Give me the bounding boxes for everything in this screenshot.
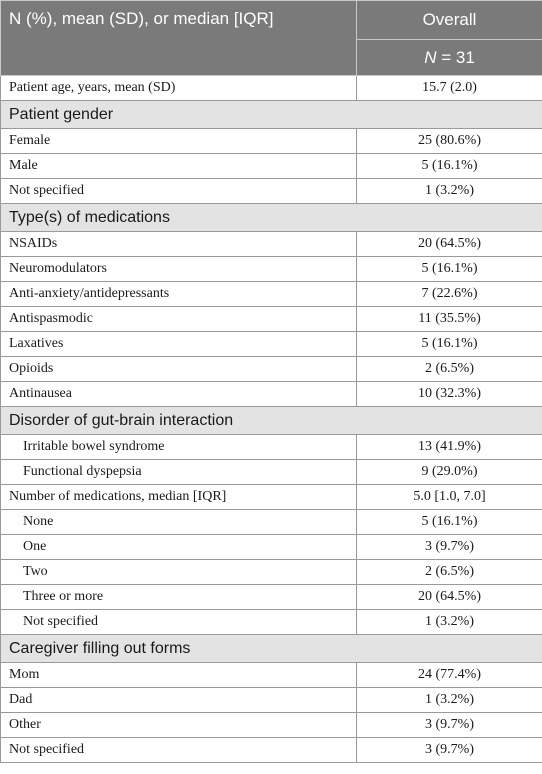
row-value: 13 (41.9%): [357, 435, 542, 460]
table-row: [1, 154, 542, 179]
table-row: [1, 257, 542, 282]
n-symbol: N: [424, 47, 437, 67]
table-row: [1, 510, 542, 535]
section-row: [1, 204, 542, 232]
table-row: [1, 435, 542, 460]
table-row: [1, 179, 542, 204]
table-row: [1, 585, 542, 610]
row-label: NSAIDs: [1, 232, 357, 257]
table-row: [1, 382, 542, 407]
row-label: Antispasmodic: [1, 307, 357, 332]
row-value: 5 (16.1%): [357, 154, 542, 179]
row-label: Dad: [1, 688, 357, 713]
section-row: [1, 635, 542, 663]
row-value: 7 (22.6%): [357, 282, 542, 307]
header-overall: Overall: [357, 1, 542, 40]
section-heading: Patient gender: [1, 101, 542, 129]
n-value: = 31: [436, 47, 475, 67]
row-value: 5 (16.1%): [357, 510, 542, 535]
row-label: Female: [1, 129, 357, 154]
row-value: 9 (29.0%): [357, 460, 542, 485]
table-row: [1, 560, 542, 585]
table-row: [1, 535, 542, 560]
table-row: [1, 460, 542, 485]
row-value: 20 (64.5%): [357, 585, 542, 610]
table-row: [1, 713, 542, 738]
row-label: Two: [1, 560, 357, 585]
row-label: One: [1, 535, 357, 560]
row-value: 2 (6.5%): [357, 357, 542, 382]
row-label: None: [1, 510, 357, 535]
row-label: Opioids: [1, 357, 357, 382]
row-label: Mom: [1, 663, 357, 688]
table-body: [1, 76, 542, 763]
table-row: [1, 332, 542, 357]
row-value: 2 (6.5%): [357, 560, 542, 585]
row-label: Not specified: [1, 738, 357, 763]
row-value: 25 (80.6%): [357, 129, 542, 154]
row-label: Functional dyspepsia: [1, 460, 357, 485]
row-value: 15.7 (2.0): [357, 76, 542, 101]
table-row: [1, 282, 542, 307]
row-value: 3 (9.7%): [357, 713, 542, 738]
table-row: [1, 663, 542, 688]
row-value: 3 (9.7%): [357, 535, 542, 560]
row-value: 5 (16.1%): [357, 332, 542, 357]
section-heading: Disorder of gut-brain interaction: [1, 407, 542, 435]
table-row: [1, 129, 542, 154]
row-value: 24 (77.4%): [357, 663, 542, 688]
table-row: [1, 688, 542, 713]
table-row: [1, 232, 542, 257]
row-value: 1 (3.2%): [357, 179, 542, 204]
row-label: Male: [1, 154, 357, 179]
section-heading: Caregiver filling out forms: [1, 635, 542, 663]
row-value: 20 (64.5%): [357, 232, 542, 257]
table-row: [1, 485, 542, 510]
section-row: [1, 101, 542, 129]
table-row: [1, 738, 542, 763]
header-n-count: [357, 40, 542, 76]
table-row: [1, 76, 542, 101]
row-label: Not specified: [1, 610, 357, 635]
row-label: Number of medications, median [IQR]: [1, 485, 357, 510]
row-label: Three or more: [1, 585, 357, 610]
row-value: 1 (3.2%): [357, 610, 542, 635]
row-label: Antinausea: [1, 382, 357, 407]
row-value: 1 (3.2%): [357, 688, 542, 713]
row-label: Anti-anxiety/antidepressants: [1, 282, 357, 307]
row-label: Not specified: [1, 179, 357, 204]
table-header: [1, 1, 542, 76]
row-value: 5.0 [1.0, 7.0]: [357, 485, 542, 510]
row-label: Neuromodulators: [1, 257, 357, 282]
header-label: N (%), mean (SD), or median [IQR]: [1, 1, 357, 76]
row-label: Patient age, years, mean (SD): [1, 76, 357, 101]
row-value: 5 (16.1%): [357, 257, 542, 282]
table-row: [1, 307, 542, 332]
row-value: 11 (35.5%): [357, 307, 542, 332]
row-label: Other: [1, 713, 357, 738]
row-label: Laxatives: [1, 332, 357, 357]
section-heading: Type(s) of medications: [1, 204, 542, 232]
row-value: 10 (32.3%): [357, 382, 542, 407]
table-row: [1, 610, 542, 635]
row-label: Irritable bowel syndrome: [1, 435, 357, 460]
section-row: [1, 407, 542, 435]
row-value: 3 (9.7%): [357, 738, 542, 763]
table-row: [1, 357, 542, 382]
